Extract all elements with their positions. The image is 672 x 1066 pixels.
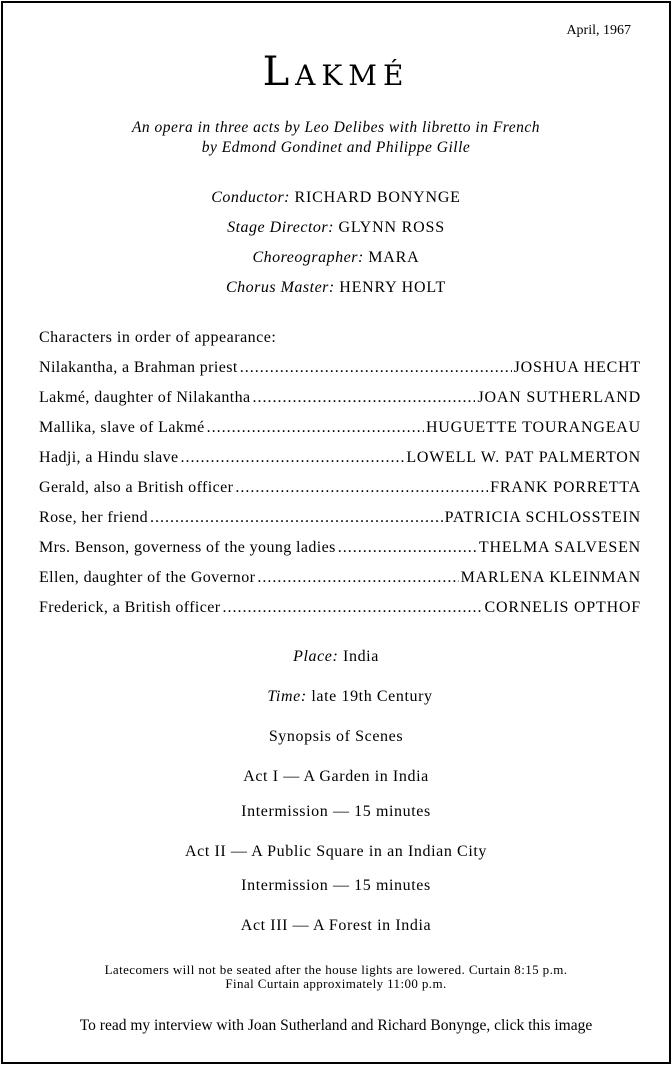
act-1: Act I — A Garden in India: [243, 768, 429, 785]
dot-leader: [253, 389, 476, 407]
character-name: Mallika, slave of Lakmé: [39, 419, 205, 436]
setting-place: [3, 648, 669, 666]
character-name: Gerald, also a British officer: [39, 479, 234, 496]
credit-chorus-master: [3, 279, 669, 297]
program-date: April, 1967: [566, 23, 631, 38]
act-2: Act II — A Public Square in an Indian City: [184, 843, 488, 860]
dot-leader: [150, 509, 443, 527]
dot-leader: [257, 569, 458, 587]
actor-name: JOSHUA HECHT: [513, 359, 641, 376]
credit-role: Conductor:: [211, 189, 291, 206]
actor-name: FRANK PORRETTA: [490, 479, 641, 496]
cast-row: [39, 569, 641, 599]
dot-leader: [235, 479, 488, 497]
credit-name: RICHARD BONYNGE: [294, 189, 461, 206]
character-name: Lakmé, daughter of Nilakantha: [39, 389, 251, 406]
cast-row: [39, 389, 641, 419]
character-name: Nilakantha, a Brahman priest: [39, 359, 238, 376]
actor-name: JOAN SUTHERLAND: [477, 389, 641, 406]
credit-role: Choreographer:: [252, 249, 364, 266]
act-3: Act III — A Forest in India: [240, 917, 432, 934]
place-label: Place:: [293, 648, 339, 665]
actor-name: HUGUETTE TOURANGEAU: [425, 419, 641, 436]
cast-row: [39, 599, 641, 629]
note-line-2: Final Curtain approximately 11:00 p.m.: [225, 976, 447, 991]
latecomers-note: [3, 963, 669, 991]
subtitle-line-2: by Edmond Gondinet and Philippe Gille: [201, 139, 471, 156]
actor-name: MARLENA KLEINMAN: [460, 569, 641, 586]
dot-leader: [338, 539, 477, 557]
opera-title-logo: Lakmé: [262, 49, 410, 95]
character-name: Hadji, a Hindu slave: [39, 449, 179, 466]
place-value: India: [343, 648, 379, 665]
cast-row: [39, 479, 641, 509]
cast-row: [39, 509, 641, 539]
credit-name: GLYNN ROSS: [338, 219, 445, 236]
cast-row: [39, 419, 641, 449]
interview-link[interactable]: To read my interview with Joan Sutherland and Richard Bonynge, click this image: [79, 1017, 593, 1034]
time-value: late 19th Century: [311, 688, 433, 705]
dot-leader: [207, 419, 424, 437]
subtitle-line-1: An opera in three acts by Leo Delibes with libretto in French: [131, 119, 541, 136]
program-page[interactable]: [1, 1, 671, 1064]
note-line-1: Latecomers will not be seated after the house lights are lowered. Curtain 8:15 p.m.: [104, 962, 568, 977]
character-name: Rose, her friend: [39, 509, 149, 526]
credit-conductor: [3, 189, 669, 207]
character-name: Ellen, daughter of the Governor: [39, 569, 256, 586]
actor-name: CORNELIS OPTHOF: [484, 599, 641, 616]
intermission-2: Intermission — 15 minutes: [241, 877, 431, 894]
credit-choreographer: [3, 249, 669, 267]
dot-leader: [181, 449, 405, 467]
cast-list: [39, 359, 641, 629]
actor-name: LOWELL W. PAT PALMERTON: [406, 449, 641, 466]
time-label: Time:: [267, 688, 307, 705]
actor-name: THELMA SALVESEN: [478, 539, 641, 556]
credit-stage-director: [3, 219, 669, 237]
cast-row: [39, 359, 641, 389]
cast-heading: Characters in order of appearance:: [39, 329, 277, 346]
cast-row: [39, 449, 641, 479]
intermission-1: Intermission — 15 minutes: [241, 803, 431, 820]
character-name: Mrs. Benson, governess of the young ladies: [39, 539, 336, 556]
synopsis-heading: Synopsis of Scenes: [268, 728, 404, 745]
dot-leader: [223, 599, 483, 617]
cast-row: [39, 539, 641, 569]
actor-name: PATRICIA SCHLOSSTEIN: [444, 509, 641, 526]
credit-role: Stage Director:: [227, 219, 334, 236]
setting-time: [3, 688, 669, 706]
character-name: Frederick, a British officer: [39, 599, 221, 616]
credit-role: Chorus Master:: [225, 279, 335, 296]
credit-name: MARA: [368, 249, 420, 266]
dot-leader: [240, 359, 512, 377]
credit-name: HENRY HOLT: [339, 279, 447, 296]
